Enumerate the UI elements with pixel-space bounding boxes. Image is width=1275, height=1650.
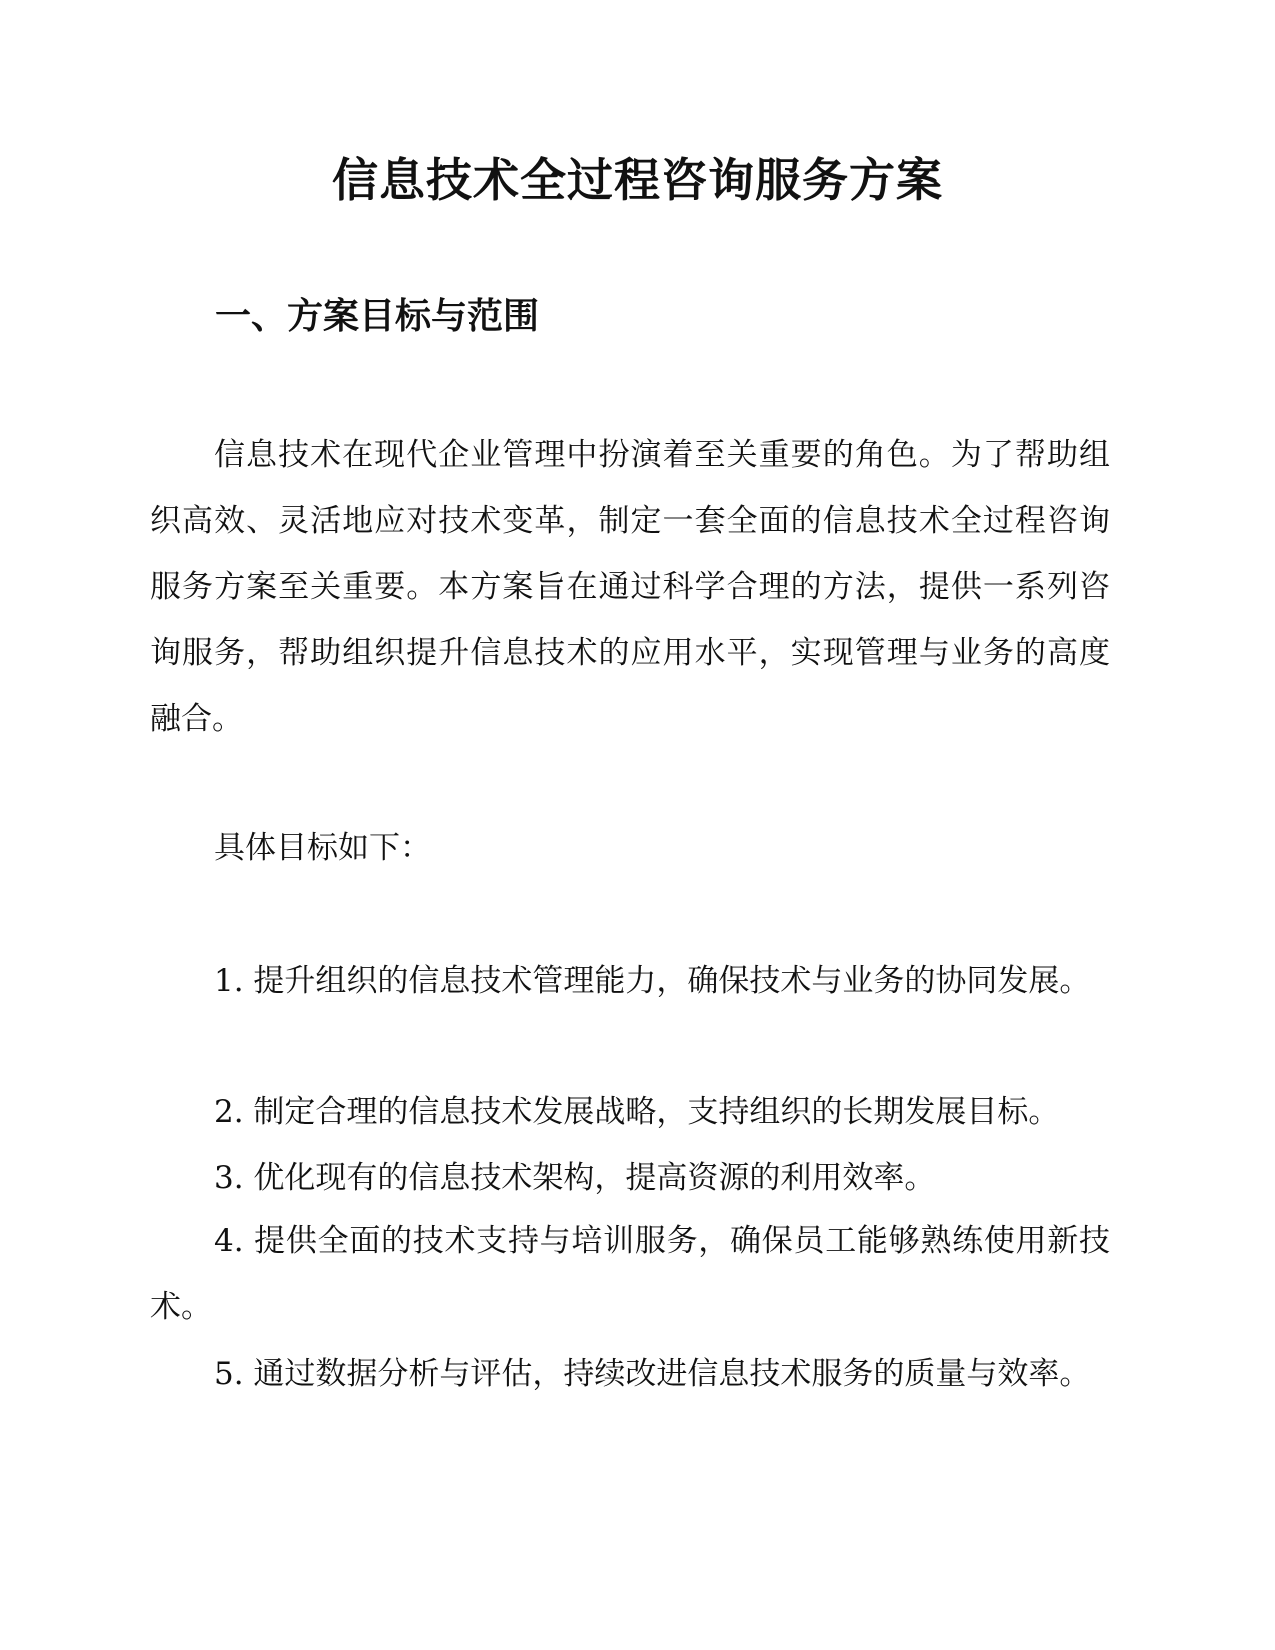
goal-item: 1. 提升组织的信息技术管理能力，确保技术与业务的协同发展。	[214, 963, 1091, 999]
section-heading: 一、方案目标与范围	[215, 296, 540, 337]
goal-item: 5. 通过数据分析与评估，持续改进信息技术服务的质量与效率。	[214, 1356, 1091, 1392]
intro-paragraph: 信息技术在现代企业管理中扮演着至关重要的角色。为了帮助组织高效、灵活地应对技术变革，制定一套全面的信息技术全过程咨询服务方案至关重要。本方案旨在通过科学合理的方法，提供一系列咨询服务，帮助组织提升信息技术的应用水平，实现管理与业务的高度融合。	[150, 437, 1110, 737]
goal-item: 3. 优化现有的信息技术架构，提高资源的利用效率。	[214, 1160, 936, 1196]
targets-intro: 具体目标如下：	[214, 830, 431, 866]
goal-item: 2. 制定合理的信息技术发展战略，支持组织的长期发展目标。	[214, 1094, 1060, 1130]
goal-item: 4. 提供全面的技术支持与培训服务，确保员工能够熟练使用新技术。	[150, 1223, 1110, 1325]
document-title: 信息技术全过程咨询服务方案	[332, 153, 943, 207]
